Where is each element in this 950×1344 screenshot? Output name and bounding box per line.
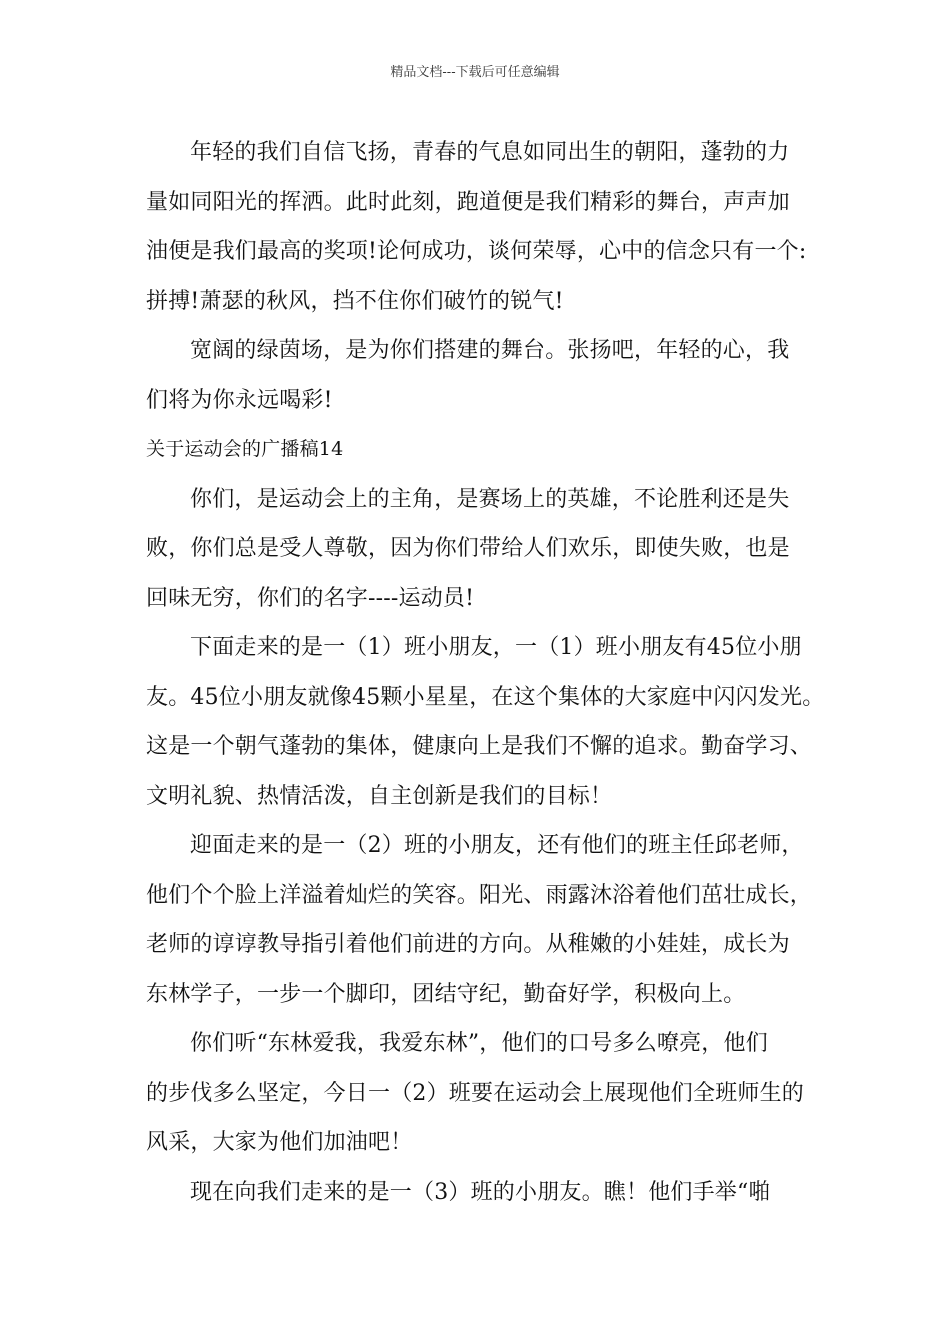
section-heading: 关于运动会的广播稿14 (146, 438, 344, 460)
text-line: 败，你们总是受人尊敬，因为你们带给人们欢乐，即使失败，也是 (146, 536, 790, 561)
text-line: 的步伐多么坚定，今日一（2）班要在运动会上展现他们全班师生的 (146, 1080, 804, 1106)
page-header: 精品文档---下载后可任意编辑 (390, 65, 560, 80)
text-line: 文明礼貌、热情活泼，自主创新是我们的目标！ (146, 783, 613, 809)
text-line: 东林学子，一步一个脚印，团结守纪，勤奋好学，积极向上。 (146, 981, 746, 1007)
text-line: 量如同阳光的挥洒。此时此刻，跑道便是我们精彩的舞台，声声加 (146, 189, 790, 215)
text-line: 他们个个脸上洋溢着灿烂的笑容。阳光、雨露沐浴着他们茁壮成长， (146, 882, 813, 908)
text-line: 们将为你永远喝彩! (146, 387, 333, 413)
text-line: 拼搏!萧瑟的秋风，挡不住你们破竹的锐气! (146, 288, 564, 314)
text-line: 你们，是运动会上的主角，是赛场上的英雄，不论胜利还是失 (190, 486, 790, 512)
text-line: 宽阔的绿茵场，是为你们搭建的舞台。张扬吧，年轻的心，我 (190, 338, 790, 363)
text-line: 回味无穷，你们的名字----运动员! (146, 585, 475, 611)
text-line: 你们听“东林爱我，我爱东林”，他们的口号多么嘹亮，他们 (190, 1031, 768, 1056)
text-line: 这是一个朝气蓬勃的集体，健康向上是我们不懈的追求。勤奋学习、 (146, 734, 813, 759)
text-line: 下面走来的是一（1）班小朋友，一（1）班小朋友有45位小朋 (190, 635, 802, 660)
text-line: 迎面走来的是一（2）班的小朋友，还有他们的班主任邱老师， (190, 833, 804, 858)
text-line: 现在向我们走来的是一（3）班的小朋友。瞧！他们手举“啪 (190, 1179, 771, 1205)
text-line: 油便是我们最高的奖项!论何成功，谈何荣辱，心中的信念只有一个: (146, 239, 807, 264)
text-line: 老师的谆谆教导指引着他们前进的方向。从稚嫩的小娃娃，成长为 (146, 932, 790, 957)
document-body (146, 128, 826, 1217)
text-line: 年轻的我们自信飞扬，青春的气息如同出生的朝阳，蓬勃的力 (190, 140, 790, 165)
text-line: 友。45位小朋友就像45颗小星星，在这个集体的大家庭中闪闪发光。 (146, 684, 825, 710)
text-line: 风采，大家为他们加油吧！ (146, 1130, 413, 1155)
